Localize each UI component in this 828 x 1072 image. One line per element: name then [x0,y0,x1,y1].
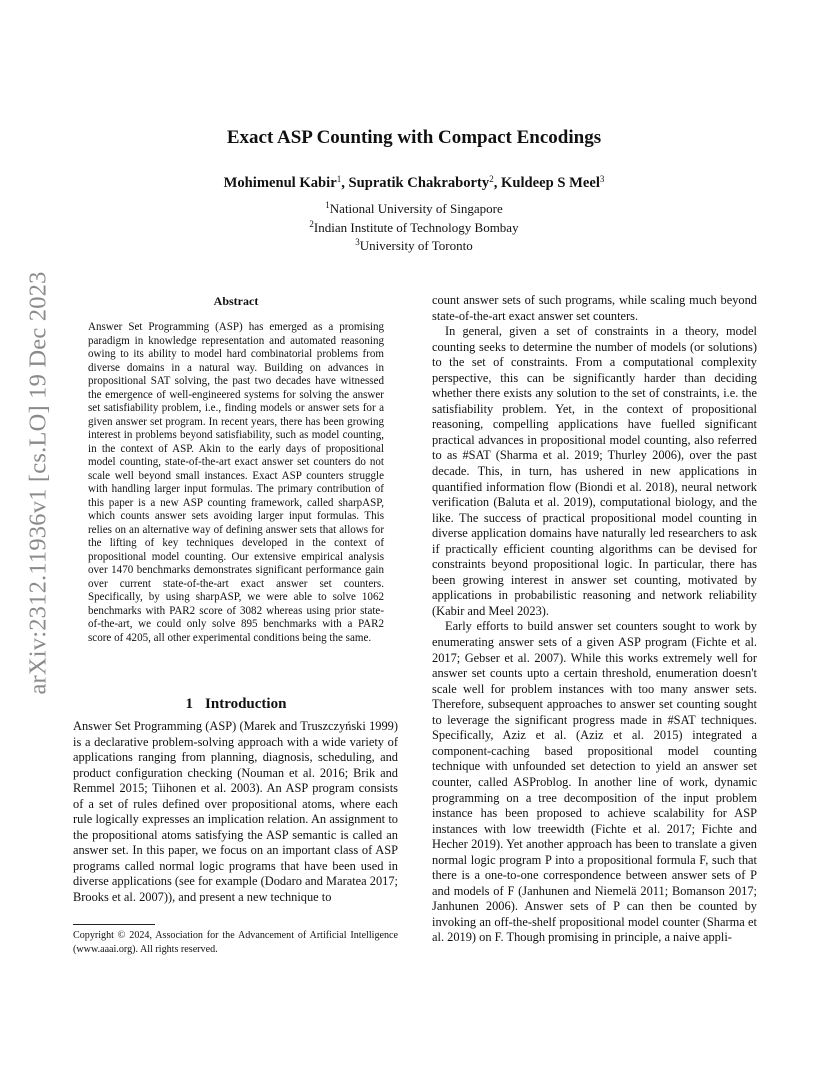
body-paragraph: Answer Set Programming (ASP) (Marek and Truszczyński 1999) is a declarative problem-solving approach with a wide variety of applications ranging from planning, diagnosis, scheduling, and product configuration checking (Nouman et al. 2016; Brik and Remmel 2015; Tiihonen et al. 2003). An ASP program consists of a set of rules defined over propositional atoms, where each rule logically expresses an implication relation. An assignment to the propositional atoms satisfying the ASP semantic is called an answer set. In this paper, we focus on an important class of ASP programs called normal logic programs that have been used in diverse applications (see for example (Dodaro and Maratea 2017; Brooks et al. 2007)), and present a new technique to [73,719,398,905]
author-name: Supratik Chakraborty [348,175,490,191]
affiliation: $^2$Indian Institute of Technology Bombay [309,218,519,235]
author-list: Mohimenul Kabir$^1$, Supratik Chakraborty$^2$, Kuldeep S Meel$^3$ [223,174,605,191]
author-name: Mohimenul Kabir [223,175,337,191]
body-paragraph: Early efforts to build answer set counters sought to work by enumerating answer sets of a given ASP program (Fichte et al. 2017; Gebser et al. 2007). While this works extremely well for answer set counts upto a certain threshold, enumeration doesn't scale well for problem instances with too many answer sets. Therefore, subsequent approaches to answer set counting sought to leverage the significant progress made in #SAT techniques. Specifically, Aziz et al. (Aziz et al. 2015) integrated a component-caching based propositional model counting technique with unfounded set detection to yield an answer set counter, called ASProblog. In another line of work, dynamic programming on a tree decomposition of the input problem instance has been proposed to achieve scalability for ASP instances with low treewidth (Fichte et al. 2017; Fichte and Hecher 2019). Yet another approach has been to translate a given normal logic program P into a propositional formula F, such that there is a one-to-one correspondence between answer sets of P and models of F (Janhunen and Niemelä 2011; Bomanson 2017; Janhunen 2006). Answer sets of P can then be counted by invoking an off-the-shelf propositional model counter (Sharma et al. 2019) on F. Though promising in principle, a naive appli- [432,619,757,945]
affiliation: $^3$University of Toronto [355,237,473,253]
section-title: Introduction [205,696,287,712]
affiliation: $^1$National University of Singapore [325,200,503,216]
arxiv-side-identifier [16,270,62,695]
body-paragraph: In general, given a set of constraints in a theory, model counting seeks to determine the number of models (or solutions) to the set of constraints. From a computational complexity perspective, this can be significantly harder than deciding whether there exists any solution to the set of constraints, i.e. the satisfiability problem. Yet, in the context of propositional reasoning, compelling applications have fuelled significant practical advances in propositional model counting, also referred to as #SAT (Sharma et al. 2019; Thurley 2006), over the past decade. This, in turn, has ushered in new applications in quantified information flow (Biondi et al. 2018), neural network verification (Baluta et al. 2019), computational biology, and the like. The success of practical propositional model counting in diverse application domains have naturally led researchers to ask if practically efficient counting algorithms can be devised for constraints beyond propositional logic. In particular, there has been growing interest in answer set counting, motivated by applications in probabilistic reasoning and network reliability (Kabir and Meel 2023). [432,324,757,618]
abstract-text: Answer Set Programming (ASP) has emerged as a promising paradigm in knowledge representation and automated reasoning owing to its ability to model hard combinatorial problems from diverse domains in a natural way. Building on advances in propositional SAT solving, the past two decades have witnessed the emergence of well-engineered systems for solving the answer set satisfiability problem, i.e., finding models or answer sets for a given answer set program. In recent years, there has been growing interest in problems beyond satisfiability, such as model counting, in the context of ASP. Akin to the early days of propositional model counting, state-of-the-art exact answer set counters do not scale well beyond small instances. Exact ASP counters struggle with handling larger input formulas. The primary contribution of this paper is a new ASP counting framework, called sharpASP, which counts answer sets avoiding larger input formulas. This relies on an alternative way of defining answer sets that allows for the lifting of key techniques developed in the context of propositional model counting. Our extensive empirical analysis over 1470 benchmarks demonstrates significant performance gain over current state-of-the-art exact answer set counters. Specifically, by using sharpASP, we were able to solve 1062 benchmarks with PAR2 score of 3082 whereas using prior state-of-the-art, we could only solve 895 benchmarks with a PAR2 score of 4205, all other experimental conditions being the same. [88,321,384,644]
arxiv-identifier-text: arXiv:2312.11936v1 [cs.LO] 19 Dec 2023 [25,270,53,695]
footnote-rule [73,924,155,925]
author-affiliation-mark: 2 [489,174,494,184]
section-heading-introduction [72,696,400,713]
paper-title: Exact ASP Counting with Compact Encodings [226,127,602,148]
affiliation-list [0,198,828,254]
abstract-heading: Abstract [213,294,259,308]
author-name: Kuldeep S Meel [500,175,600,191]
introduction-left-column [73,719,398,906]
author-affiliation-mark: 1 [336,174,342,184]
section-number: 1 [185,696,194,712]
copyright-footnote: Copyright © 2024, Association for the Advancement of Artificial Intelligence (www.aaai.org). All rights reserved. [73,930,398,955]
introduction-right-column [432,293,757,946]
author-affiliation-mark: 3 [599,174,605,184]
body-paragraph: count answer sets of such programs, while scaling much beyond state-of-the-art exact answer set counters. [432,293,757,323]
